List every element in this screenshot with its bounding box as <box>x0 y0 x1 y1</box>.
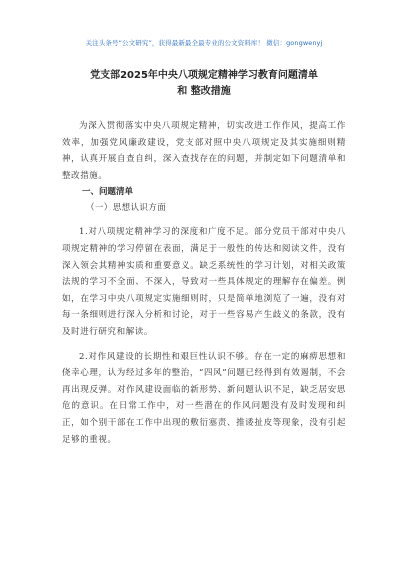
subsection-heading-ideology: （一）思想认识方面 <box>86 203 167 214</box>
document-title <box>62 68 346 100</box>
spacer <box>62 341 346 349</box>
item-2-paragraph: 2.对作风建设的长期性和艰巨性认识不够。存在一定的麻痹思想和侥幸心理，认为经过多年的整治，“四风”问题已经得到有效遏制，不会再出现反弹。对作风建设面临的新形势、新问题认识不足，缺乏居安思危的意识。在日常工作中，对一些潜在的作风问题没有及时发现和纠正，如个别干部在工作中出现的敷衍塞责、推诿扯皮等现象，没有引起足够的重视。 <box>62 351 346 445</box>
intro-paragraph: 为深入贯彻落实中央八项规定精神，切实改进工作作风，提高工作效率，加强党风廉政建设，党支部对照中央八项规定及其实施细则精神，认真开展自查自纠，深入查找存在的问题，并制定如下问题清单和整改措施。 <box>62 121 346 181</box>
item-1-paragraph: 1.对八项规定精神学习的深度和广度不足。部分党员干部对中央八项规定精神的学习停留在表面，满足于一般性的传达和阅读文件，没有深入领会其精神实质和重要意义。缺乏系统性的学习计划，对相关政策法规的学习不全面、不深入，导致对一些具体规定的理解存在偏差。例如，在学习中央八项规定实施细则时，只是简单地浏览了一遍，没有对每一条细则进行深入分析和讨论，对于一些容易产生歧义的条款，没有及时进行研究和解读。 <box>62 227 346 337</box>
spacer <box>62 216 346 224</box>
header-notice: 关注头条号“公文研究”，获得最新最全最专业的公文资料库！ 微信：gongwenyj <box>85 39 323 47</box>
document-page <box>62 68 346 448</box>
document-title-line-1: 党支部2025年中央八项规定精神学习教育问题清单 <box>90 70 318 81</box>
document-title-line-2: 和 整改措施 <box>177 86 231 97</box>
section-heading-problem-list: 一、问题清单 <box>82 187 134 198</box>
